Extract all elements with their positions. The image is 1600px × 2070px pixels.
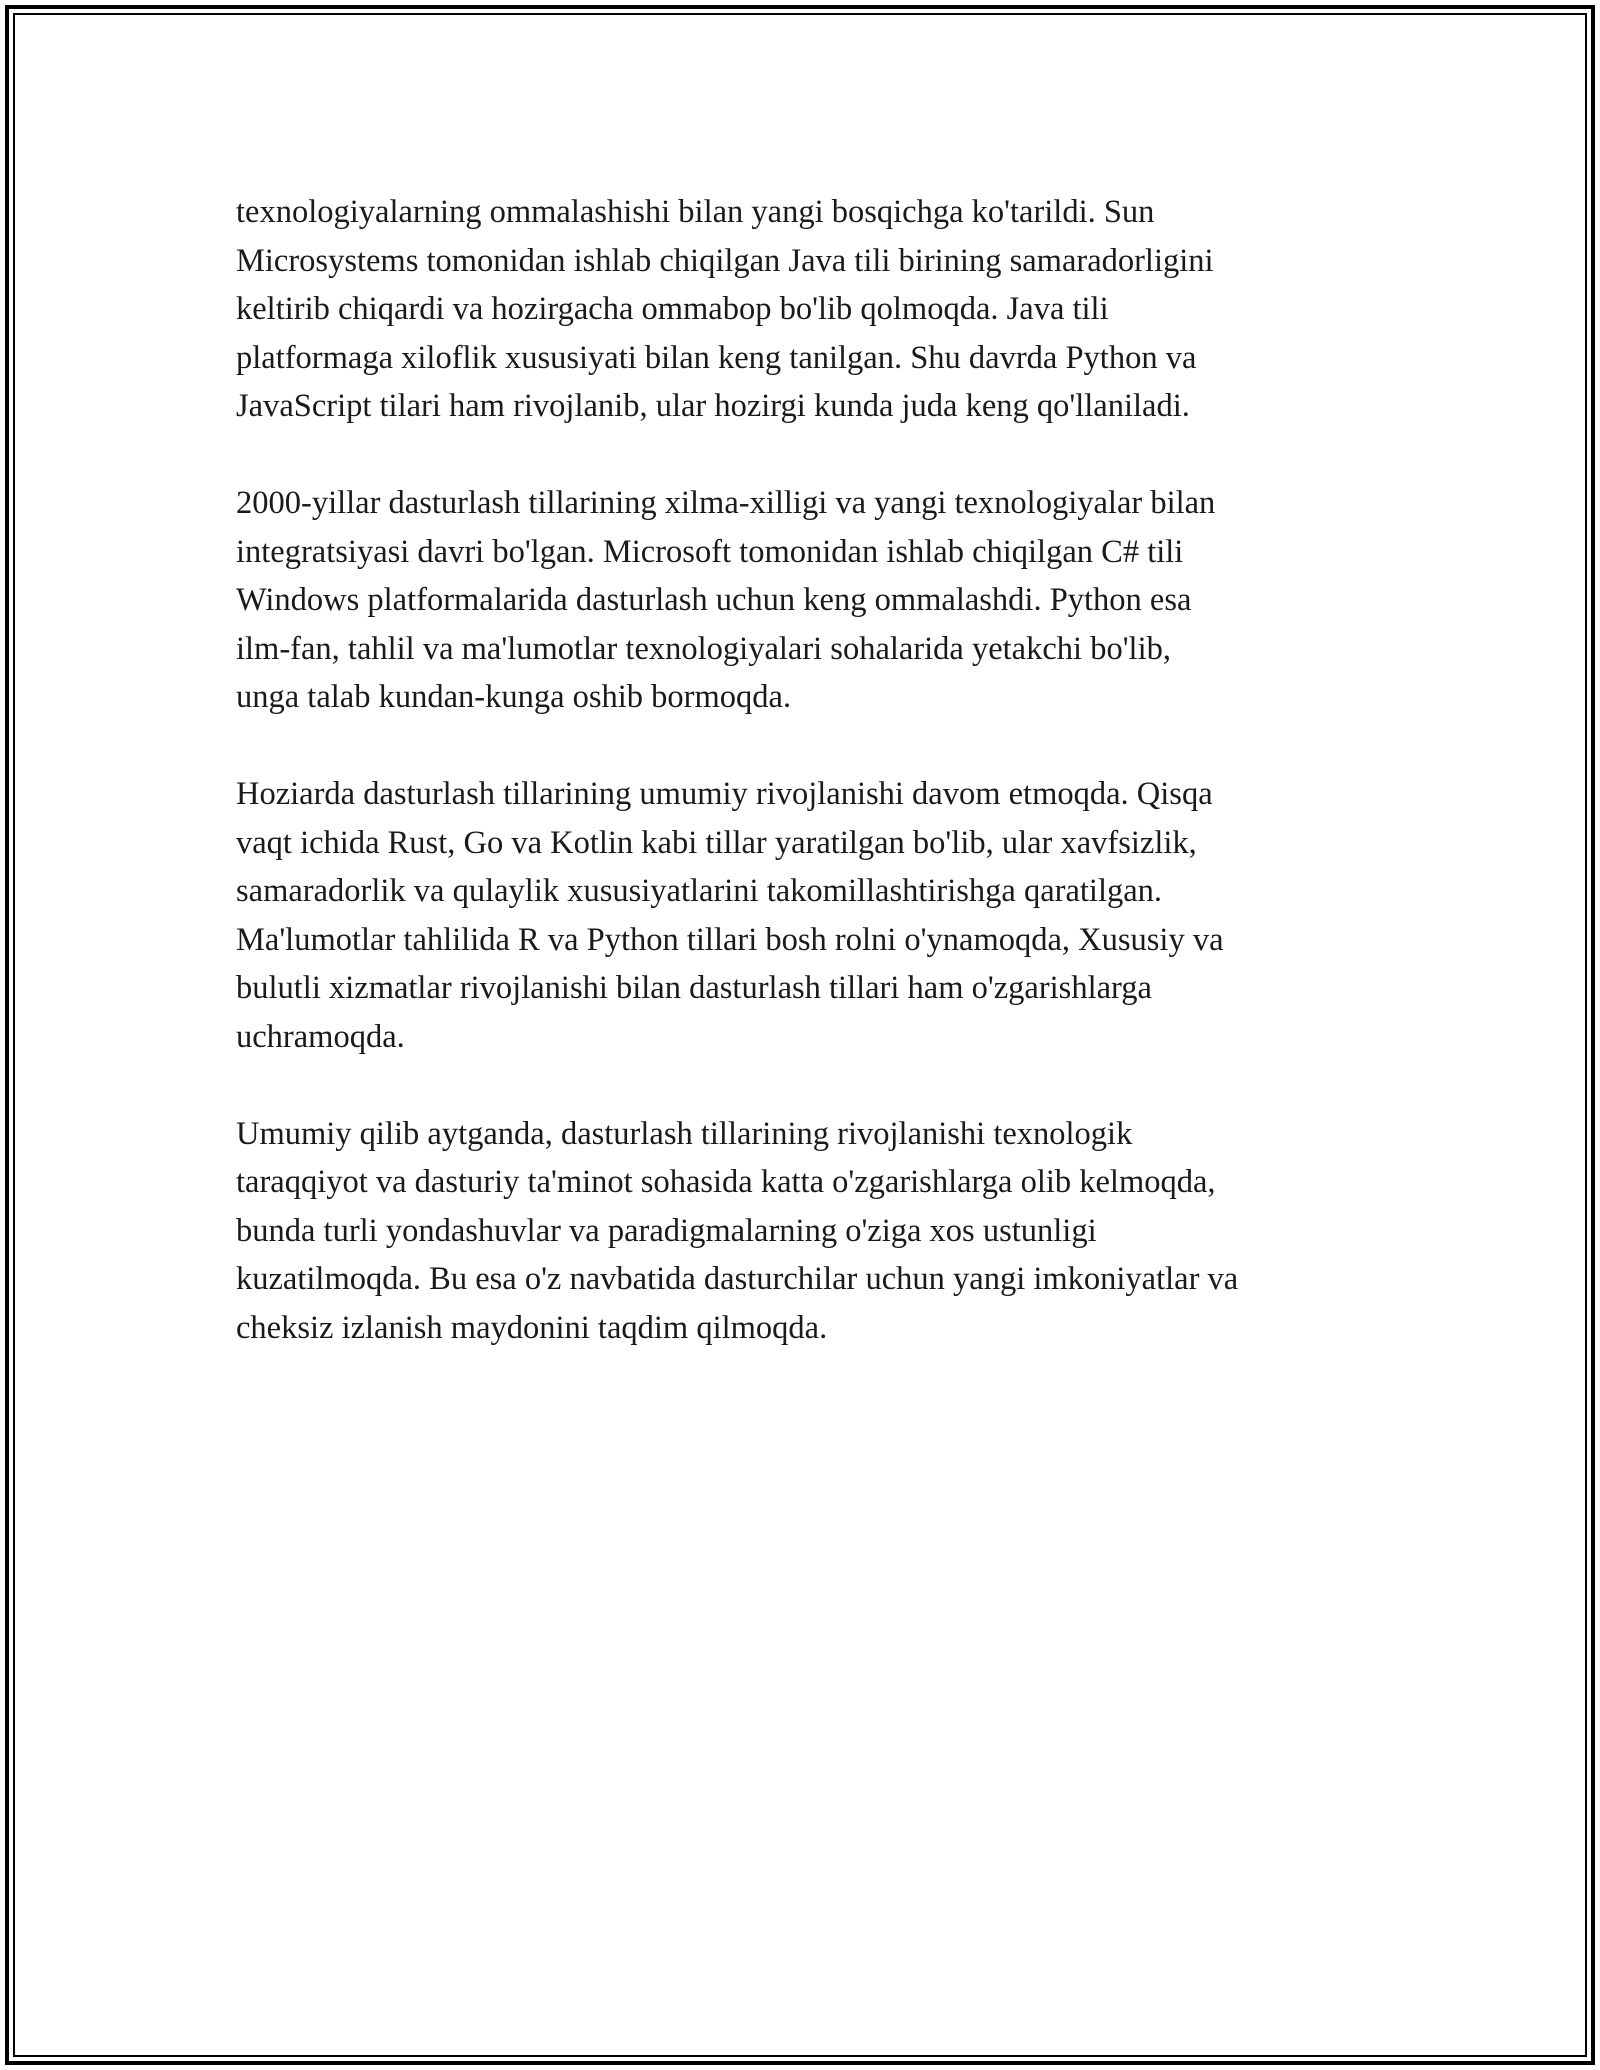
paragraph-conclusion: Umumiy qilib aytganda, dasturlash tillarining rivojlanishi texnologik taraqqiyot va dasturiy ta'minot sohasida katta o'zgarishlarga olib kelmoqda, bunda turli yondashuvlar va paradigmalarning o'ziga xos ustunligi kuzatilmoqda. Bu esa o'z navbatida dasturchilar uchun yangi imkoniyatlar va cheksiz izlanish maydonini taqdim qilmoqda. [236, 1115, 1239, 1346]
document-body [236, 188, 1386, 1401]
paragraph-2000s: 2000-yillar dasturlash tillarining xilma-xilligi va yangi texnologiyalar bilan integratsiyasi davri bo'lgan. Microsoft tomonidan ishlab chiqilgan C# tili Windows platformalarida dasturlash uchun keng ommalashdi. Python esa ilm-fan, tahlil va ma'lumotlar texnologiyalari sohalarida yetakchi bo'lib, unga talab kundan-kunga oshib bormoqda. [236, 485, 1216, 715]
paragraph-present-day: Hoziarda dasturlash tillarining umumiy rivojlanishi davom etmoqda. Qisqa vaqt ichida Rust, Go va Kotlin kabi tillar yaratilgan bo'lib, ular xavfsizlik, samaradorlik va qulaylik xususiyatlarini takomillashtirishga qaratilgan. Ma'lumotlar tahlilida R va Python tillari bosh rolni o'ynamoqda, Xususiy va bulutli xizmatlar rivojlanishi bilan dasturlash tillari ham o'zgarishlarga uchramoqda. [236, 776, 1224, 1055]
paragraph-java-era: texnologiyalarning ommalashishi bilan yangi bosqichga ko'tarildi. Sun Microsystems tomonidan ishlab chiqilgan Java tili birining samaradorligini keltirib chiqardi va hozirgacha ommabop bo'lib qolmoqda. Java tili platformaga xiloflik xususiyati bilan keng tanilgan. Shu davrda Python va JavaScript tilari ham rivojlanib, ular hozirgi kunda juda keng qo'llaniladi. [236, 194, 1214, 424]
